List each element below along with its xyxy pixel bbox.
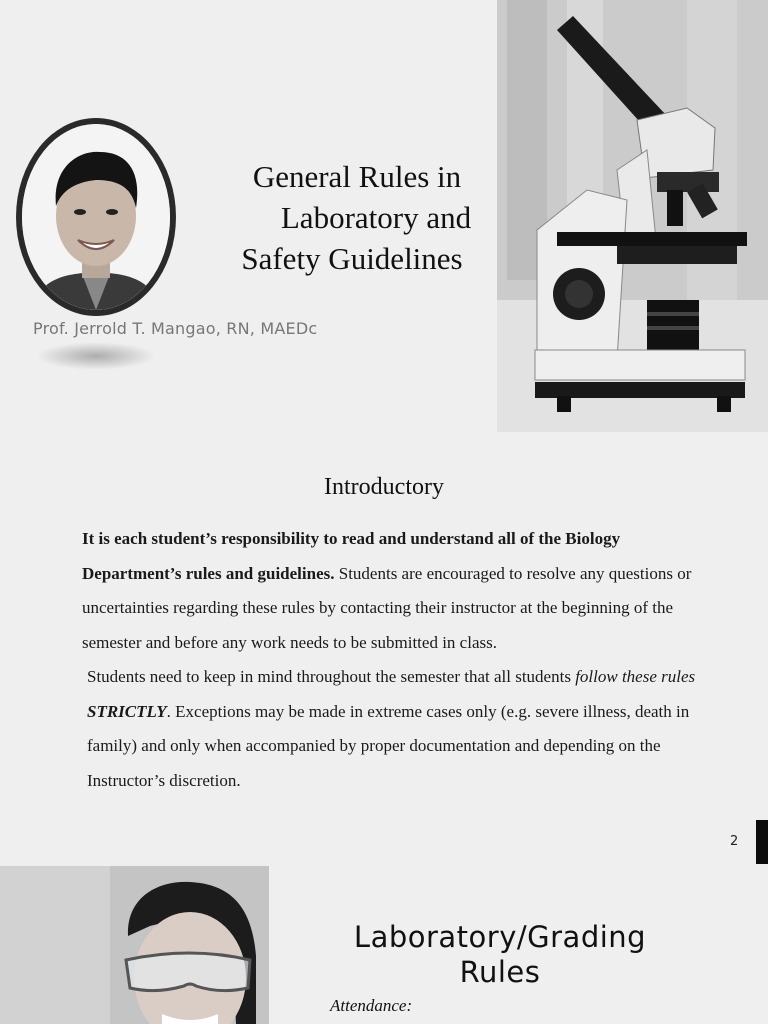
slide-title [320, 920, 680, 990]
author-name: Prof. Jerrold T. Mangao, RN, MAEDc [33, 319, 318, 338]
portrait-shadow [36, 342, 156, 370]
microscope-photo [497, 0, 768, 432]
attendance-label: Attendance: [330, 996, 413, 1015]
title-line-1: Laboratory/Grading [353, 920, 647, 954]
page-number: 2 [730, 834, 739, 849]
presenter-portrait [22, 124, 170, 310]
intro-paragraph-2 [68, 660, 708, 798]
page-number-bar [756, 820, 768, 864]
responsibility-detail: Students are encouraged to resolve any questions or uncertainties regarding these rules by contacting their instructor at the beginning of the semester and before any work needs to be submitted in class. [82, 563, 692, 652]
section-heading: Introductory [324, 474, 444, 500]
presenter-portrait-frame [16, 118, 176, 316]
follow-rules-text: follow these rules [575, 667, 696, 686]
title-line-1: General Rules in [252, 159, 462, 194]
title-line-3: Safety Guidelines [241, 241, 463, 276]
strictly-text: STRICTLY [87, 701, 167, 721]
title-line-2: Rules [459, 955, 541, 989]
title-slide [0, 0, 768, 434]
introductory-slide [0, 434, 768, 866]
slide-title [222, 156, 492, 279]
student-goggles-photo [0, 866, 269, 1024]
responsibility-statement: It is each student’s responsibility to read and understand all of the Biology Department’s rules and guidelines. [82, 529, 621, 583]
paragraph-2-start: Students need to keep in mind throughout the semester that all students [87, 667, 576, 686]
exceptions-text: . Exceptions may be made in extreme cases only (e.g. severe illness, death in family) and only when accompanied by proper documentation and depending on the Instructor’s discretion. [87, 701, 690, 790]
intro-body [68, 522, 708, 798]
title-line-2: Laboratory and [280, 200, 472, 235]
intro-paragraph-1 [68, 522, 708, 660]
lab-rules-slide [0, 866, 768, 1024]
